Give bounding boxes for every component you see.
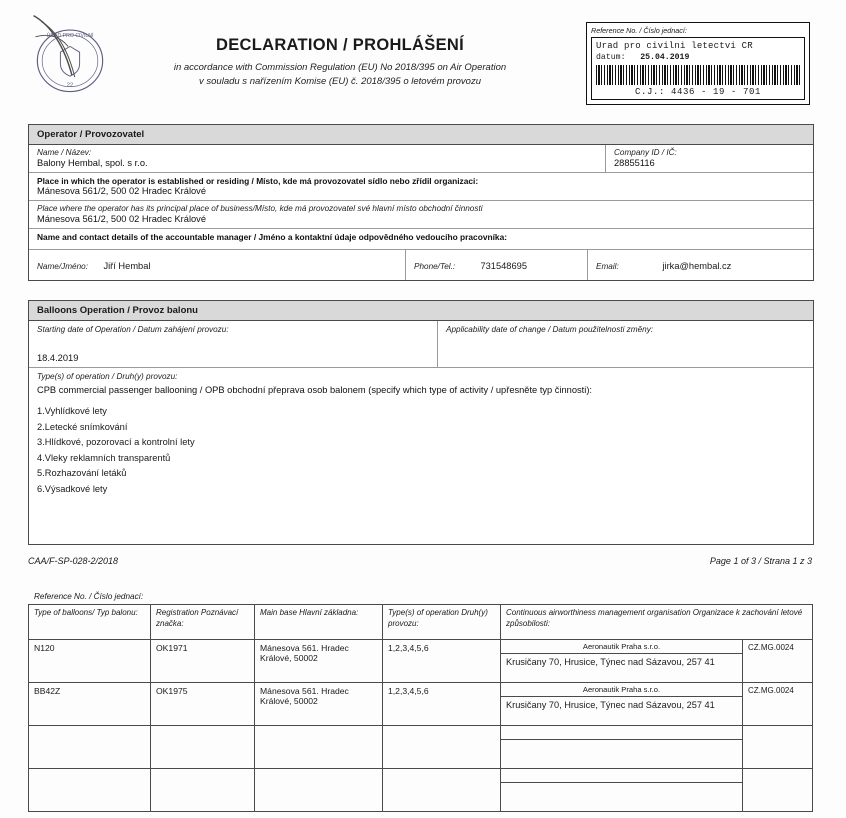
manager-label-cell (29, 229, 813, 249)
operator-name-cell (29, 145, 605, 172)
table-row (29, 640, 813, 683)
reference-box (586, 22, 810, 105)
cell-main-base: Mánesova 561. Hradec Králové, 50002 (255, 640, 383, 683)
cam-address: Krusičany 70, Hrusice, Týnec nad Sázavou, 257 41 (506, 657, 715, 667)
cell-type: N120 (29, 640, 151, 683)
start-date-label: Starting date of Operation / Datum zahájení provozu: (37, 325, 229, 334)
established-value: Mánesova 561/2, 500 02 Hradec Králové (37, 186, 207, 196)
manager-phone-label: Phone/Tel.: (414, 262, 456, 271)
start-date-cell (29, 321, 437, 367)
form-id: CAA/F-SP-028-2/2018 (28, 556, 119, 566)
barcode-image (596, 65, 800, 85)
operator-manager-label-row (29, 229, 813, 250)
page-title: DECLARATION / PROHLÁŠENÍ (216, 36, 464, 54)
page-footer (28, 556, 812, 566)
manager-email-label: Email: (596, 262, 619, 271)
cell-registration (151, 726, 255, 769)
reference-cj: C.J.: 4436 - 19 - 701 (634, 87, 762, 97)
list-item: 4.Vleky reklamních transparentů (37, 452, 171, 463)
operation-dates-row (29, 321, 813, 368)
operation-type-cell (29, 368, 813, 544)
cell-type (29, 769, 151, 812)
col-operation: Type(s) of operation Druh(y) provozu: (383, 605, 501, 640)
operator-name-label: Name / Název: (37, 148, 92, 157)
cam-org: Aeronautik Praha s.r.o. (501, 683, 742, 697)
established-label: Place in which the operator is established or residing / Místo, kde má provozovatel sídlo nebo zřídil organizaci: (37, 176, 479, 186)
cell-registration: OK1975 (151, 683, 255, 726)
cam-address (501, 740, 742, 758)
page2-reference-label: Reference No. / Číslo jednací: (34, 592, 144, 601)
cam-org: Aeronautik Praha s.r.o. (501, 640, 742, 654)
reference-inner (591, 37, 805, 100)
cell-main-base (255, 726, 383, 769)
cell-type (29, 726, 151, 769)
reference-date-value: 25.04.2019 (640, 53, 690, 62)
start-date-value: 18.4.2019 (37, 353, 79, 363)
list-item: 1.Vyhlídkové lety (37, 406, 107, 416)
cell-cam-code (743, 769, 813, 812)
manager-phone-cell (405, 250, 587, 280)
cell-cam (501, 640, 743, 683)
operator-company-id-cell (605, 145, 813, 172)
manager-name-label: Name/Jméno: (37, 262, 88, 271)
cell-cam-code: CZ.MG.0024 (743, 640, 813, 683)
reference-label: Reference No. / Číslo jednací: (591, 26, 687, 35)
operator-principal-cell (29, 201, 813, 228)
change-date-label: Applicability date of change / Datum použitelnosti změny: (446, 325, 654, 334)
manager-phone-value: 731548695 (480, 261, 527, 271)
operation-type-note: CPB commercial passenger ballooning / OPB obchodní přeprava osob balonem (specify which type of activity / upřesněte typ činnosti): (37, 385, 592, 395)
operator-established-row (29, 173, 813, 201)
table-header-row (29, 605, 813, 640)
cell-cam-code: CZ.MG.0024 (743, 683, 813, 726)
cam-org (501, 769, 742, 783)
operator-name-value: Balony Hembal, spol. s r.o. (37, 158, 148, 168)
cam-address: Krusičany 70, Hrusice, Týnec nad Sázavou, 257 41 (506, 700, 715, 710)
reference-authority: Urad pro civilni letectvi CR (596, 41, 753, 51)
fleet-table (28, 604, 813, 812)
cell-registration (151, 769, 255, 812)
cam-org (501, 726, 742, 740)
balloons-operation-section (28, 300, 814, 545)
reference-date-label: datum: (596, 53, 626, 62)
operator-principal-row (29, 201, 813, 229)
cell-operation: 1,2,3,4,5,6 (383, 683, 501, 726)
cell-main-base: Mánesova 561. Hradec Králové, 50002 (255, 683, 383, 726)
col-type: Type of balloons/ Typ balonu: (29, 605, 151, 640)
svg-text:22: 22 (66, 82, 74, 89)
subtitle-cz: v souladu s nařízením Komise (EU) č. 2018/395 o letovém provozu (199, 75, 481, 87)
operator-manager-row (29, 250, 813, 280)
cell-operation (383, 769, 501, 812)
principal-value: Mánesova 561/2, 500 02 Hradec Králové (37, 214, 207, 224)
page-number: Page 1 of 3 / Strana 1 z 3 (709, 556, 812, 566)
reference-date (596, 53, 800, 62)
fleet-table-block (28, 592, 812, 812)
operation-type-row (29, 368, 813, 544)
svg-text:ÚŘAD PRO CIVILNÍ: ÚŘAD PRO CIVILNÍ (46, 32, 94, 39)
company-id-value: 28855116 (614, 158, 655, 168)
col-main-base: Main base Hlavní základna: (255, 605, 383, 640)
cell-cam (501, 683, 743, 726)
change-date-cell (437, 321, 813, 367)
operator-name-row (29, 145, 813, 173)
operation-type-label: Type(s) of operation / Druh(y) provozu: (37, 372, 178, 381)
title-block (120, 36, 560, 89)
operator-section-title: Operator / Provozovatel (29, 125, 813, 145)
cell-type: BB42Z (29, 683, 151, 726)
list-item: 5.Rozhazování letáků (37, 468, 127, 479)
balloons-section-title: Balloons Operation / Provoz balonu (29, 301, 813, 321)
col-cam: Continuous airworthiness management organisation Organizace k zachování letové způsobilosti: (501, 605, 813, 640)
manager-email-cell (587, 250, 813, 280)
cell-cam-code (743, 726, 813, 769)
col-registration: Registration Poznávací značka: (151, 605, 255, 640)
manager-name-cell (29, 250, 405, 280)
table-row (29, 683, 813, 726)
manager-label: Name and contact details of the accountable manager / Jméno a kontaktní údaje odpovědného vedoucího pracovníka: (37, 232, 508, 242)
manager-email-value: jirka@hembal.cz (662, 261, 732, 271)
authority-stamp-icon (22, 8, 118, 104)
cell-main-base (255, 769, 383, 812)
cell-registration: OK1971 (151, 640, 255, 683)
manager-name-value: Jiří Hembal (103, 261, 151, 271)
principal-label: Place where the operator has its principal place of business/Místo, kde má provozovatel své hlavní místo obchodní činnosti (37, 204, 483, 213)
operator-section (28, 124, 814, 281)
table-row (29, 726, 813, 769)
company-id-label: Company ID / IČ: (614, 148, 677, 157)
table-row (29, 769, 813, 812)
document-header (0, 0, 846, 110)
list-item: 3.Hlídkové, pozorovací a kontrolní lety (37, 437, 195, 448)
cam-address (501, 783, 742, 801)
operator-established-cell (29, 173, 813, 200)
list-item: 6.Výsadkové lety (37, 484, 108, 495)
cell-operation: 1,2,3,4,5,6 (383, 640, 501, 683)
activity-list (37, 404, 805, 498)
cell-cam (501, 726, 743, 769)
list-item: 2.Letecké snímkování (37, 421, 128, 432)
subtitle-en: in accordance with Commission Regulation (EU) No 2018/395 on Air Operation (173, 62, 507, 73)
cell-cam (501, 769, 743, 812)
cell-operation (383, 726, 501, 769)
